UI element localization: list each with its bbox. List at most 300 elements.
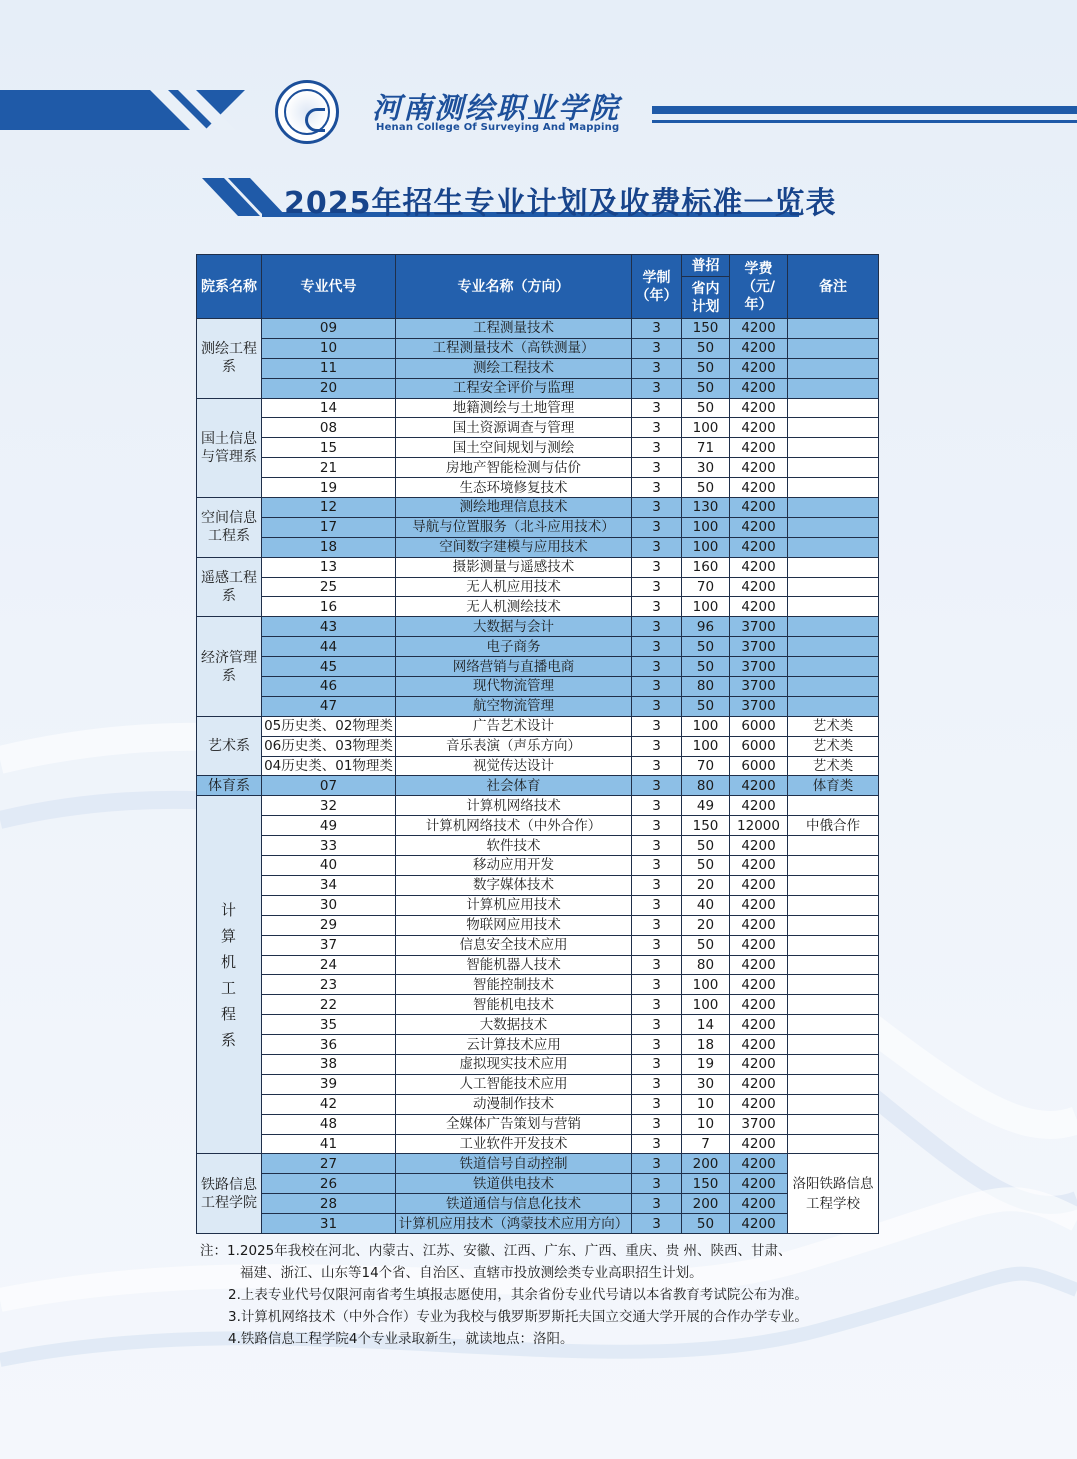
code-cell: 18 xyxy=(262,537,396,557)
fee-cell: 12000 xyxy=(730,816,788,836)
remark-cell: 洛阳铁路信息工程学校 xyxy=(788,1154,879,1234)
remark-cell xyxy=(788,478,879,498)
fee-cell: 4200 xyxy=(730,1174,788,1194)
remark-cell xyxy=(788,1015,879,1035)
fee-cell: 6000 xyxy=(730,736,788,756)
note-line: 2.上表专业代号仅限河南省考生填报志愿使用，其余省份专业代号请以本省教育考试院公布为准。 xyxy=(228,1287,808,1303)
fee-cell: 4200 xyxy=(730,319,788,339)
fee-cell: 4200 xyxy=(730,1035,788,1055)
name-cell: 房地产智能检测与估价 xyxy=(396,458,632,478)
table-row xyxy=(197,776,879,796)
plan-cell: 30 xyxy=(682,458,730,478)
remark-cell xyxy=(788,677,879,697)
table-row xyxy=(197,696,879,716)
header-years: 学制（年） xyxy=(632,255,682,319)
code-cell: 24 xyxy=(262,955,396,975)
code-cell: 27 xyxy=(262,1154,396,1174)
name-cell: 航空物流管理 xyxy=(396,696,632,716)
table-row xyxy=(197,935,879,955)
code-cell: 30 xyxy=(262,895,396,915)
remark-cell xyxy=(788,875,879,895)
remark-cell xyxy=(788,1054,879,1074)
code-cell: 17 xyxy=(262,517,396,537)
plan-cell: 40 xyxy=(682,895,730,915)
fee-cell: 4200 xyxy=(730,895,788,915)
years-cell: 3 xyxy=(632,378,682,398)
table-row xyxy=(197,319,879,339)
plan-cell: 96 xyxy=(682,617,730,637)
fee-cell: 4200 xyxy=(730,418,788,438)
name-cell: 生态环境修复技术 xyxy=(396,478,632,498)
code-cell: 46 xyxy=(262,677,396,697)
code-cell: 48 xyxy=(262,1114,396,1134)
years-cell: 3 xyxy=(632,776,682,796)
code-cell: 26 xyxy=(262,1174,396,1194)
remark-cell: 体育类 xyxy=(788,776,879,796)
name-cell: 全媒体广告策划与营销 xyxy=(396,1114,632,1134)
years-cell: 3 xyxy=(632,438,682,458)
table-row xyxy=(197,975,879,995)
note-line: 福建、浙江、山东等14个省、自治区、直辖市投放测绘类专业高职招生计划。 xyxy=(240,1265,703,1281)
years-cell: 3 xyxy=(632,677,682,697)
name-cell: 电子商务 xyxy=(396,637,632,657)
name-cell: 信息安全技术应用 xyxy=(396,935,632,955)
table-row xyxy=(197,418,879,438)
name-cell: 铁道供电技术 xyxy=(396,1174,632,1194)
name-cell: 智能控制技术 xyxy=(396,975,632,995)
code-cell: 14 xyxy=(262,398,396,418)
years-cell: 3 xyxy=(632,696,682,716)
fee-cell: 4200 xyxy=(730,498,788,518)
fee-cell: 4200 xyxy=(730,1015,788,1035)
years-cell: 3 xyxy=(632,716,682,736)
remark-cell xyxy=(788,1074,879,1094)
name-cell: 云计算技术应用 xyxy=(396,1035,632,1055)
fee-cell: 4200 xyxy=(730,856,788,876)
years-cell: 3 xyxy=(632,617,682,637)
code-cell: 10 xyxy=(262,338,396,358)
years-cell: 3 xyxy=(632,1114,682,1134)
table-row xyxy=(197,1194,879,1214)
table-row xyxy=(197,1214,879,1234)
dept-name-cell: 计算机工程系 xyxy=(197,796,262,1154)
name-cell: 空间数字建模与应用技术 xyxy=(396,537,632,557)
remark-cell: 艺术类 xyxy=(788,736,879,756)
name-cell: 测绘工程技术 xyxy=(396,358,632,378)
years-cell: 3 xyxy=(632,915,682,935)
header-code: 专业代号 xyxy=(262,255,396,319)
code-cell: 35 xyxy=(262,1015,396,1035)
enrollment-table xyxy=(196,254,879,1234)
plan-cell: 50 xyxy=(682,338,730,358)
plan-cell: 50 xyxy=(682,856,730,876)
name-cell: 铁道通信与信息化技术 xyxy=(396,1194,632,1214)
fee-cell: 4200 xyxy=(730,975,788,995)
code-cell: 13 xyxy=(262,557,396,577)
fee-cell: 4200 xyxy=(730,338,788,358)
remark-cell xyxy=(788,398,879,418)
fee-cell: 4200 xyxy=(730,517,788,537)
table-row xyxy=(197,577,879,597)
table-row xyxy=(197,1015,879,1035)
code-cell: 15 xyxy=(262,438,396,458)
years-cell: 3 xyxy=(632,478,682,498)
notes xyxy=(200,1240,808,1350)
table-row xyxy=(197,1094,879,1114)
name-cell: 导航与位置服务（北斗应用技术） xyxy=(396,517,632,537)
table-row xyxy=(197,677,879,697)
fee-cell: 6000 xyxy=(730,716,788,736)
years-cell: 3 xyxy=(632,935,682,955)
college-seal-logo-icon xyxy=(275,80,339,144)
code-cell: 09 xyxy=(262,319,396,339)
years-cell: 3 xyxy=(632,358,682,378)
fee-cell: 4200 xyxy=(730,537,788,557)
remark-cell xyxy=(788,637,879,657)
plan-cell: 71 xyxy=(682,438,730,458)
remark-cell xyxy=(788,458,879,478)
plan-cell: 100 xyxy=(682,517,730,537)
school-name-cn: 河南测绘职业学院 xyxy=(372,91,621,125)
name-cell: 大数据与会计 xyxy=(396,617,632,637)
remark-cell xyxy=(788,338,879,358)
table-row xyxy=(197,736,879,756)
plan-cell: 100 xyxy=(682,537,730,557)
code-cell: 34 xyxy=(262,875,396,895)
header-puzhao: 普招 xyxy=(682,255,730,277)
fee-cell: 3700 xyxy=(730,657,788,677)
code-cell: 08 xyxy=(262,418,396,438)
table-row xyxy=(197,856,879,876)
plan-cell: 100 xyxy=(682,975,730,995)
name-cell: 铁道信号自动控制 xyxy=(396,1154,632,1174)
code-cell: 47 xyxy=(262,696,396,716)
years-cell: 3 xyxy=(632,1134,682,1154)
table-row xyxy=(197,995,879,1015)
fee-cell: 3700 xyxy=(730,696,788,716)
remark-cell xyxy=(788,955,879,975)
remark-cell xyxy=(788,836,879,856)
plan-cell: 150 xyxy=(682,1174,730,1194)
years-cell: 3 xyxy=(632,875,682,895)
name-cell: 视觉传达设计 xyxy=(396,756,632,776)
remark-cell xyxy=(788,895,879,915)
code-cell: 05历史类、02物理类 xyxy=(262,716,396,736)
code-cell: 40 xyxy=(262,856,396,876)
name-cell: 智能机电技术 xyxy=(396,995,632,1015)
years-cell: 3 xyxy=(632,1214,682,1234)
fee-cell: 3700 xyxy=(730,637,788,657)
plan-cell: 10 xyxy=(682,1114,730,1134)
header-name: 专业名称（方向） xyxy=(396,255,632,319)
fee-cell: 3700 xyxy=(730,1114,788,1134)
code-cell: 44 xyxy=(262,637,396,657)
table-row xyxy=(197,478,879,498)
code-cell: 19 xyxy=(262,478,396,498)
code-cell: 37 xyxy=(262,935,396,955)
plan-cell: 160 xyxy=(682,557,730,577)
name-cell: 工程安全评价与监理 xyxy=(396,378,632,398)
years-cell: 3 xyxy=(632,637,682,657)
remark-cell: 中俄合作 xyxy=(788,816,879,836)
table-row xyxy=(197,657,879,677)
plan-cell: 130 xyxy=(682,498,730,518)
fee-cell: 4200 xyxy=(730,935,788,955)
years-cell: 3 xyxy=(632,1154,682,1174)
table-row xyxy=(197,1054,879,1074)
note-line: 3.计算机网络技术（中外合作）专业为我校与俄罗斯罗斯托夫国立交通大学开展的合作办学专业。 xyxy=(228,1309,808,1325)
table-row xyxy=(197,617,879,637)
plan-cell: 100 xyxy=(682,736,730,756)
code-cell: 42 xyxy=(262,1094,396,1114)
remark-cell xyxy=(788,537,879,557)
years-cell: 3 xyxy=(632,577,682,597)
fee-cell: 4200 xyxy=(730,1154,788,1174)
years-cell: 3 xyxy=(632,398,682,418)
code-cell: 23 xyxy=(262,975,396,995)
table-row xyxy=(197,458,879,478)
plan-cell: 150 xyxy=(682,319,730,339)
table-row xyxy=(197,1174,879,1194)
plan-cell: 50 xyxy=(682,378,730,398)
table-row xyxy=(197,836,879,856)
name-cell: 物联网应用技术 xyxy=(396,915,632,935)
remark-cell xyxy=(788,657,879,677)
remark-cell xyxy=(788,557,879,577)
fee-cell: 4200 xyxy=(730,458,788,478)
name-cell: 现代物流管理 xyxy=(396,677,632,697)
dept-name-cell: 铁路信息工程学院 xyxy=(197,1154,262,1234)
name-cell: 社会体育 xyxy=(396,776,632,796)
table-row xyxy=(197,1134,879,1154)
plan-cell: 100 xyxy=(682,995,730,1015)
remark-cell xyxy=(788,358,879,378)
fee-cell: 4200 xyxy=(730,776,788,796)
code-cell: 22 xyxy=(262,995,396,1015)
table-row xyxy=(197,895,879,915)
name-cell: 智能机器人技术 xyxy=(396,955,632,975)
name-cell: 音乐表演（声乐方向） xyxy=(396,736,632,756)
years-cell: 3 xyxy=(632,995,682,1015)
name-cell: 大数据技术 xyxy=(396,1015,632,1035)
remark-cell xyxy=(788,915,879,935)
code-cell: 06历史类、03物理类 xyxy=(262,736,396,756)
remark-cell xyxy=(788,577,879,597)
dept-name-cell: 国土信息与管理系 xyxy=(197,398,262,497)
code-cell: 38 xyxy=(262,1054,396,1074)
name-cell: 地籍测绘与土地管理 xyxy=(396,398,632,418)
table-row xyxy=(197,637,879,657)
fee-cell: 3700 xyxy=(730,677,788,697)
code-cell: 41 xyxy=(262,1134,396,1154)
plan-cell: 20 xyxy=(682,915,730,935)
code-cell: 29 xyxy=(262,915,396,935)
plan-cell: 7 xyxy=(682,1134,730,1154)
years-cell: 3 xyxy=(632,517,682,537)
dept-name-cell: 测绘工程系 xyxy=(197,319,262,399)
fee-cell: 4200 xyxy=(730,398,788,418)
fee-cell: 4200 xyxy=(730,955,788,975)
fee-cell: 4200 xyxy=(730,1194,788,1214)
table-row xyxy=(197,537,879,557)
code-cell: 43 xyxy=(262,617,396,637)
code-cell: 12 xyxy=(262,498,396,518)
name-cell: 摄影测量与遥感技术 xyxy=(396,557,632,577)
code-cell: 36 xyxy=(262,1035,396,1055)
fee-cell: 4200 xyxy=(730,1214,788,1234)
name-cell: 动漫制作技术 xyxy=(396,1094,632,1114)
name-cell: 移动应用开发 xyxy=(396,856,632,876)
years-cell: 3 xyxy=(632,458,682,478)
remark-cell xyxy=(788,498,879,518)
table-row xyxy=(197,338,879,358)
plan-cell: 70 xyxy=(682,756,730,776)
code-cell: 28 xyxy=(262,1194,396,1214)
plan-cell: 50 xyxy=(682,935,730,955)
name-cell: 软件技术 xyxy=(396,836,632,856)
table-row xyxy=(197,517,879,537)
plan-cell: 50 xyxy=(682,657,730,677)
table-row xyxy=(197,498,879,518)
years-cell: 3 xyxy=(632,498,682,518)
years-cell: 3 xyxy=(632,816,682,836)
years-cell: 3 xyxy=(632,955,682,975)
note-line: 注：1.2025年我校在河北、内蒙古、江苏、安徽、江西、广东、广西、重庆、贵 州、陕西、甘肃、 xyxy=(200,1243,792,1259)
plan-cell: 70 xyxy=(682,577,730,597)
table-row xyxy=(197,378,879,398)
header-dept: 院系名称 xyxy=(197,255,262,319)
table-row xyxy=(197,955,879,975)
name-cell: 网络营销与直播电商 xyxy=(396,657,632,677)
code-cell: 32 xyxy=(262,796,396,816)
header-fee: 学费（元/年） xyxy=(730,255,788,319)
fee-cell: 4200 xyxy=(730,1074,788,1094)
years-cell: 3 xyxy=(632,657,682,677)
remark-cell xyxy=(788,418,879,438)
table-row xyxy=(197,816,879,836)
remark-cell: 艺术类 xyxy=(788,756,879,776)
years-cell: 3 xyxy=(632,736,682,756)
plan-cell: 100 xyxy=(682,716,730,736)
page-title: 2025年招生专业计划及收费标准一览表 xyxy=(284,186,837,221)
plan-cell: 20 xyxy=(682,875,730,895)
remark-cell xyxy=(788,378,879,398)
code-cell: 39 xyxy=(262,1074,396,1094)
code-cell: 45 xyxy=(262,657,396,677)
table-row xyxy=(197,1074,879,1094)
years-cell: 3 xyxy=(632,537,682,557)
years-cell: 3 xyxy=(632,418,682,438)
table-row xyxy=(197,875,879,895)
years-cell: 3 xyxy=(632,756,682,776)
dept-name-cell: 体育系 xyxy=(197,776,262,796)
years-cell: 3 xyxy=(632,597,682,617)
table-row xyxy=(197,398,879,418)
years-cell: 3 xyxy=(632,836,682,856)
plan-cell: 50 xyxy=(682,358,730,378)
remark-cell xyxy=(788,935,879,955)
remark-cell xyxy=(788,796,879,816)
name-cell: 国土资源调查与管理 xyxy=(396,418,632,438)
fee-cell: 4200 xyxy=(730,915,788,935)
table-row xyxy=(197,1114,879,1134)
plan-cell: 18 xyxy=(682,1035,730,1055)
fee-cell: 4200 xyxy=(730,875,788,895)
name-cell: 虚拟现实技术应用 xyxy=(396,1054,632,1074)
dept-name-cell: 空间信息工程系 xyxy=(197,498,262,558)
name-cell: 工业软件开发技术 xyxy=(396,1134,632,1154)
dept-name-cell: 经济管理系 xyxy=(197,617,262,716)
fee-cell: 4200 xyxy=(730,1054,788,1074)
years-cell: 3 xyxy=(632,895,682,915)
remark-cell xyxy=(788,597,879,617)
code-cell: 07 xyxy=(262,776,396,796)
header-remark: 备注 xyxy=(788,255,879,319)
plan-cell: 50 xyxy=(682,1214,730,1234)
fee-cell: 4200 xyxy=(730,836,788,856)
years-cell: 3 xyxy=(632,1054,682,1074)
table-row xyxy=(197,438,879,458)
table-row xyxy=(197,557,879,577)
remark-cell xyxy=(788,1134,879,1154)
table-row xyxy=(197,915,879,935)
plan-cell: 100 xyxy=(682,418,730,438)
code-cell: 16 xyxy=(262,597,396,617)
name-cell: 计算机应用技术 xyxy=(396,895,632,915)
code-cell: 31 xyxy=(262,1214,396,1234)
code-cell: 04历史类、01物理类 xyxy=(262,756,396,776)
name-cell: 无人机应用技术 xyxy=(396,577,632,597)
plan-cell: 80 xyxy=(682,677,730,697)
table-row xyxy=(197,796,879,816)
plan-cell: 50 xyxy=(682,637,730,657)
fee-cell: 4200 xyxy=(730,557,788,577)
remark-cell xyxy=(788,319,879,339)
plan-cell: 200 xyxy=(682,1154,730,1174)
code-cell: 49 xyxy=(262,816,396,836)
fee-cell: 6000 xyxy=(730,756,788,776)
name-cell: 数字媒体技术 xyxy=(396,875,632,895)
note-line: 4.铁路信息工程学院4个专业录取新生，就读地点：洛阳。 xyxy=(228,1331,574,1347)
name-cell: 人工智能技术应用 xyxy=(396,1074,632,1094)
name-cell: 计算机应用技术（鸿蒙技术应用方向） xyxy=(396,1214,632,1234)
years-cell: 3 xyxy=(632,319,682,339)
code-cell: 25 xyxy=(262,577,396,597)
plan-cell: 50 xyxy=(682,478,730,498)
remark-cell xyxy=(788,1114,879,1134)
plan-cell: 50 xyxy=(682,836,730,856)
plan-cell: 30 xyxy=(682,1074,730,1094)
fee-cell: 4200 xyxy=(730,478,788,498)
code-cell: 21 xyxy=(262,458,396,478)
code-cell: 33 xyxy=(262,836,396,856)
remark-cell: 艺术类 xyxy=(788,716,879,736)
remark-cell xyxy=(788,995,879,1015)
fee-cell: 3700 xyxy=(730,617,788,637)
years-cell: 3 xyxy=(632,557,682,577)
years-cell: 3 xyxy=(632,1194,682,1214)
years-cell: 3 xyxy=(632,1094,682,1114)
plan-cell: 80 xyxy=(682,776,730,796)
table-row xyxy=(197,597,879,617)
fee-cell: 4200 xyxy=(730,796,788,816)
name-cell: 国土空间规划与测绘 xyxy=(396,438,632,458)
school-name-en: Henan College Of Surveying And Mapping xyxy=(376,122,620,133)
years-cell: 3 xyxy=(632,1074,682,1094)
plan-cell: 49 xyxy=(682,796,730,816)
name-cell: 工程测量技术 xyxy=(396,319,632,339)
fee-cell: 4200 xyxy=(730,1134,788,1154)
